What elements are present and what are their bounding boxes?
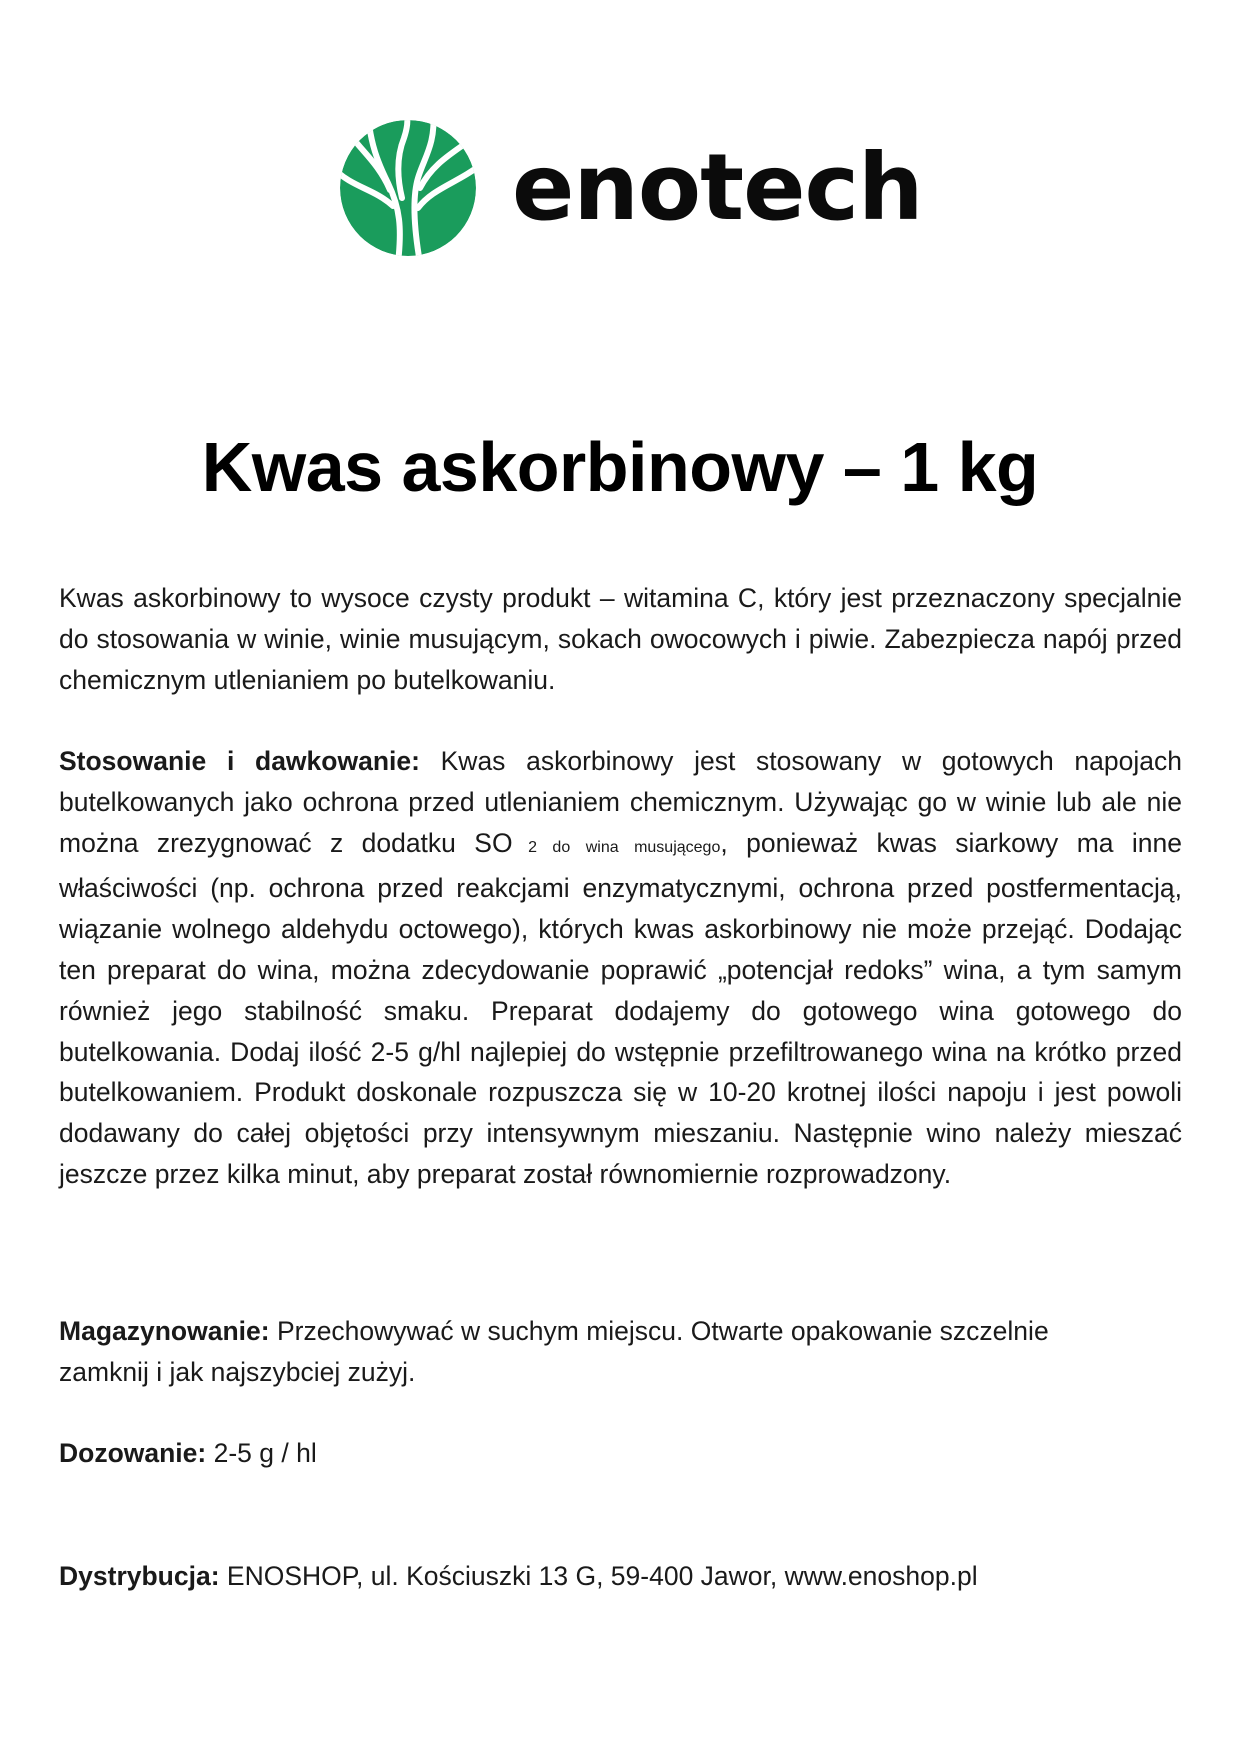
- distribution-text: ENOSHOP, ul. Kościuszki 13 G, 59-400 Jawor, www.enoshop.pl: [219, 1561, 978, 1591]
- enotech-logo-icon: [338, 118, 478, 258]
- storage-text: Przechowywać w suchym miejscu. Otwarte opakowanie szczelnie zamknij i jak najszybciej zużyj.: [59, 1316, 1049, 1387]
- storage-paragraph: [59, 1311, 1059, 1393]
- distribution-label: Dystrybucja:: [59, 1561, 220, 1591]
- usage-text-a: Kwas askorbinowy jest stosowany w gotowych napojach butelkowanych jako ochrona przed utlenianiem chemicznym. Używając go w winie lub ale nie można zrezygnować z dodatku SO: [59, 746, 1182, 858]
- brand-name: enotech: [512, 134, 923, 241]
- page-title: Kwas askorbinowy – 1 kg: [201, 428, 1039, 506]
- usage-label: Stosowanie i dawkowanie:: [59, 746, 420, 776]
- dosage-label: Dozowanie:: [59, 1438, 207, 1468]
- storage-label: Magazynowanie:: [59, 1316, 270, 1346]
- distribution-paragraph: [59, 1556, 1182, 1597]
- usage-subscript: 2 do wina musującego: [512, 838, 721, 856]
- dosage-text: 2-5 g / hl: [206, 1438, 317, 1468]
- dosage-paragraph: [59, 1433, 1182, 1474]
- intro-text: Kwas askorbinowy to wysoce czysty produkt – witamina C, który jest przeznaczony specjalnie do stosowania w winie, winie musującym, sokach owocowych i piwie. Zabezpiecza napój przed chemicznym utlenianiem po butelkowaniu.: [59, 583, 1182, 695]
- intro-paragraph: [59, 578, 1182, 700]
- usage-text-b: , ponieważ kwas siarkowy ma inne właściwości (np. ochrona przed reakcjami enzymatycznymi, ochrona przed postfermentacją, wiązanie wolnego aldehydu octowego), których kwas askorbinowy nie może przejąć. Dodając ten preparat do wina, można zdecydowanie poprawić „potencjał redoks” wina, a tym samym również jego stabilność smaku. Preparat dodajemy do gotowego wina gotowego do butelkowania. Dodaj ilość 2-5 g/hl najlepiej do wstępnie przefiltrowanego wina na krótko przed butelkowaniem. Produkt doskonale rozpuszcza się w 10-20 krotnej ilości napoju i jest powoli dodawany do całej objętości przy intensywnym mieszaniu. Następnie wino należy mieszać jeszcze przez kilka minut, aby preparat został równomiernie rozprowadzony.: [59, 827, 1182, 1189]
- usage-paragraph: [59, 741, 1182, 1195]
